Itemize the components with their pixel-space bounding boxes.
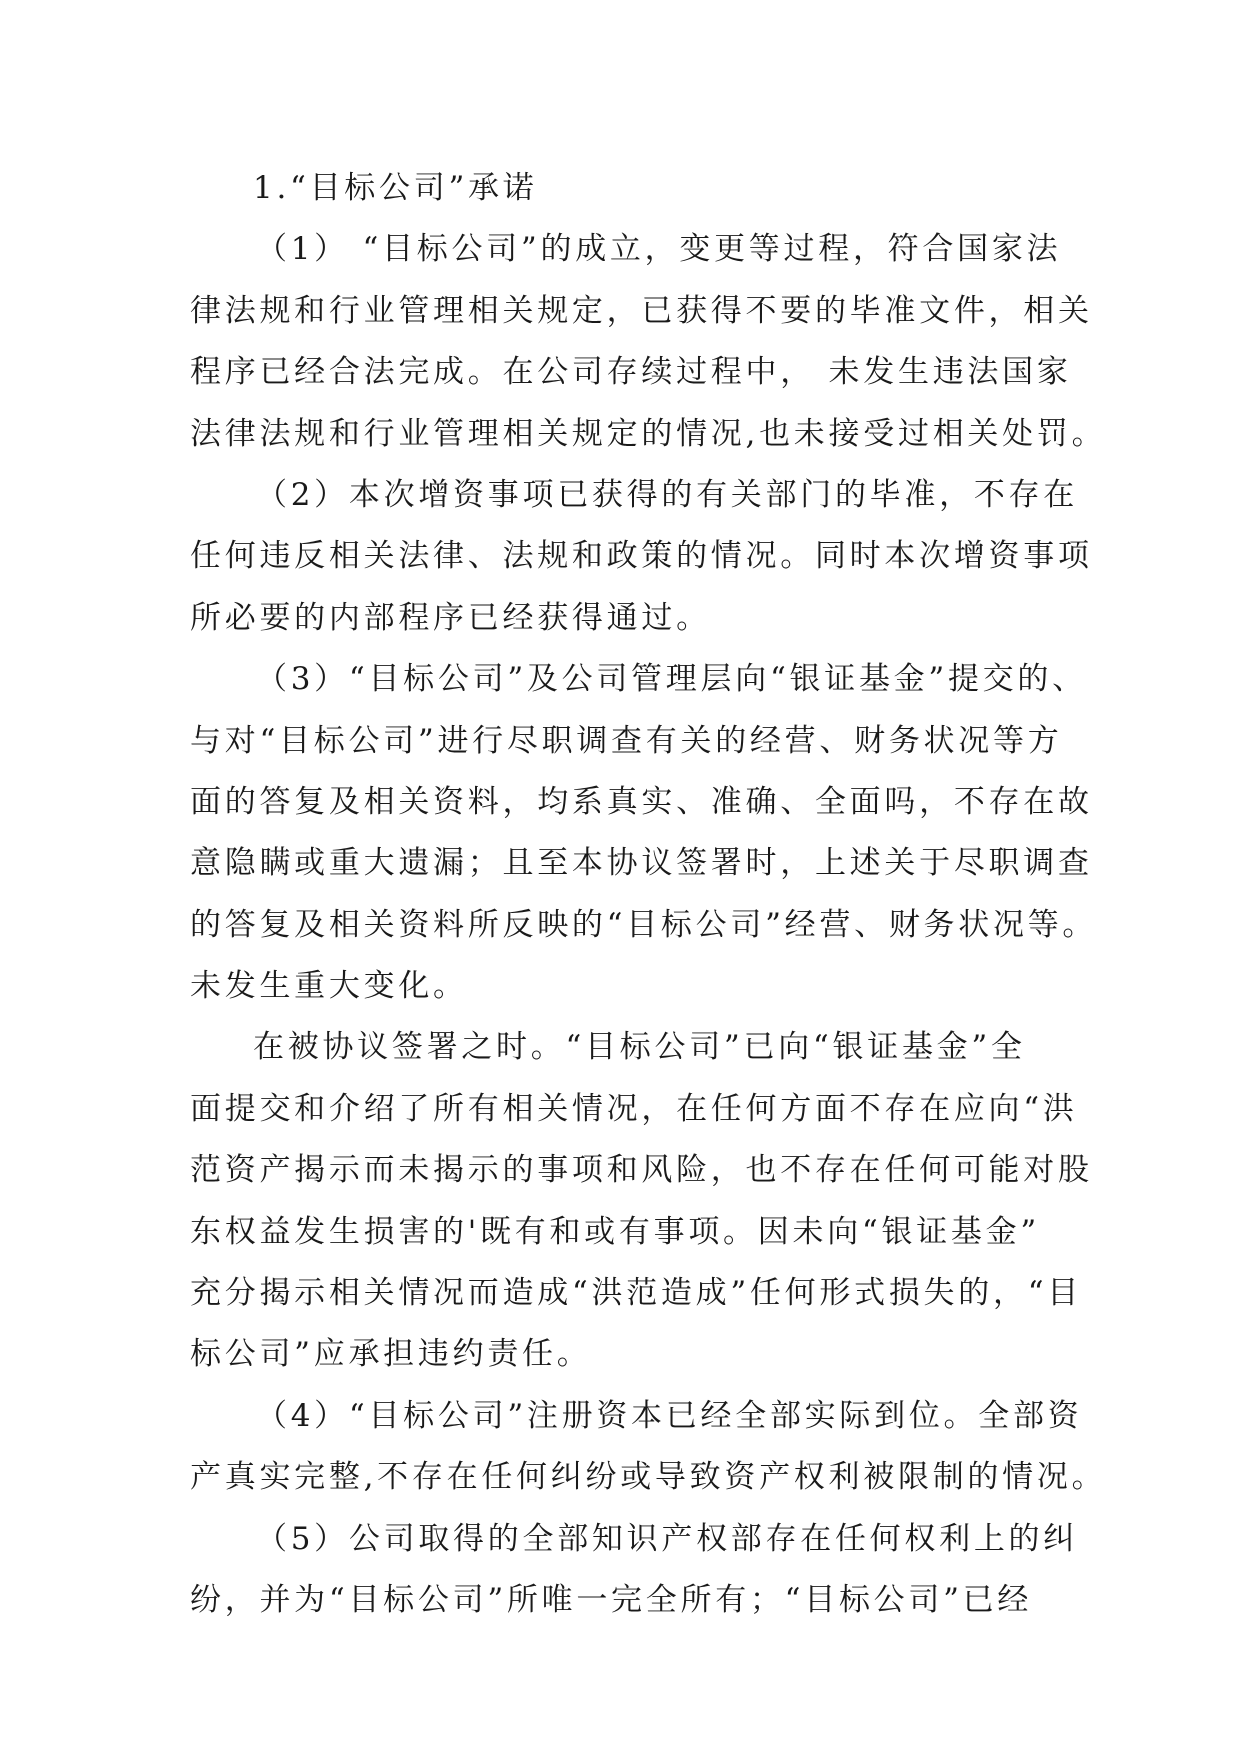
text-line: 面的答复及相关资料，均系真实、准确、全面吗，不存在故 xyxy=(190,783,1093,820)
text-line: （3）“目标公司”及公司管理层向“银证基金”提交的、 xyxy=(256,661,1087,698)
text-line: 在被协议签署之时。“目标公司”已向“银证基金”全 xyxy=(253,1029,1026,1066)
text-line: 充分揭示相关情况而造成“洪范造成”任何形式损失的，“目 xyxy=(190,1275,1082,1312)
text-line: 纷，并为“目标公司”所唯一完全所有；“目标公司”已经 xyxy=(190,1581,1033,1618)
text-line: 未发生重大变化。 xyxy=(190,968,468,1005)
text-line: 所必要的内部程序已经获得通过。 xyxy=(190,599,711,636)
document-body xyxy=(190,158,1107,1631)
text-line: 标公司”应承担违约责任。 xyxy=(190,1336,592,1373)
text-line: 程序已经合法完成。在公司存续过程中， 未发生违法国家 xyxy=(190,354,1072,391)
text-line: 任何违反相关法律、法规和政策的情况。同时本次增资事项 xyxy=(190,538,1093,575)
text-line: （4）“目标公司”注册资本已经全部实际到位。全部资 xyxy=(256,1397,1083,1434)
text-line: 面提交和介绍了所有相关情况，在任何方面不存在应向“洪 xyxy=(190,1090,1078,1127)
text-line: 东权益发生损害的'既有和或有事项。因未向“银证基金” xyxy=(190,1213,1040,1250)
text-line: （1） “目标公司”的成立，变更等过程，符合国家法 xyxy=(256,231,1062,268)
text-line: 与对“目标公司”进行尽职调查有关的经营、财务状况等方 xyxy=(190,722,1063,759)
text-line: 范资产揭示而未揭示的事项和风险，也不存在任何可能对股 xyxy=(190,1152,1093,1189)
text-line: （5）公司取得的全部知识产权部存在任何权利上的纠 xyxy=(256,1520,1079,1557)
text-line: 产真实完整,不存在任何纠纷或导致资产权利被限制的情况。 xyxy=(190,1459,1107,1496)
section-heading: 1.“目标公司”承诺 xyxy=(253,170,538,206)
text-line: 律法规和行业管理相关规定，已获得不要的毕准文件，相关 xyxy=(190,292,1093,329)
text-line: 法律法规和行业管理相关规定的情况,也未接受过相关处罚。 xyxy=(190,415,1107,452)
text-line: （2）本次增资事项已获得的有关部门的毕准，不存在 xyxy=(256,476,1079,513)
text-line: 意隐瞒或重大遗漏；且至本协议签署时，上述关于尽职调查 xyxy=(190,845,1093,882)
text-line: 的答复及相关资料所反映的“目标公司”经营、财务状况等。 xyxy=(190,906,1098,943)
